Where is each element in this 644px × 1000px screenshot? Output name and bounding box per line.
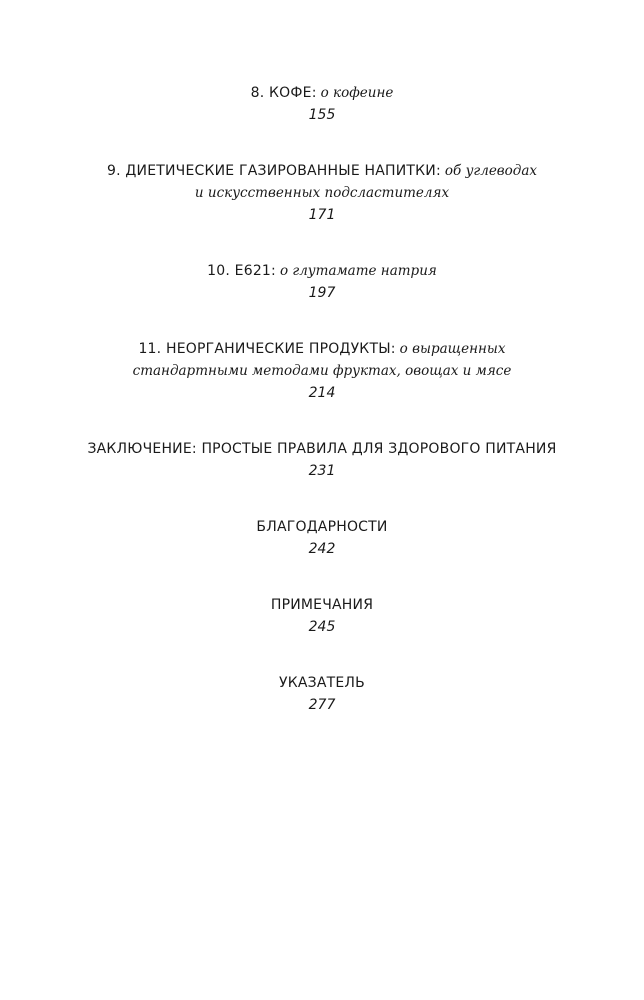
table-of-contents bbox=[0, 82, 644, 750]
toc-entry-page-number: 171 bbox=[308, 207, 336, 223]
toc-entry-chapter-8[interactable] bbox=[0, 82, 644, 126]
toc-entry-page-number: 214 bbox=[308, 385, 336, 401]
toc-entry-heading-line bbox=[0, 260, 644, 282]
toc-entry-subtitle: о выращенных bbox=[399, 341, 506, 357]
toc-entry-page-number: 155 bbox=[308, 107, 336, 123]
toc-entry-subtitle-continued: стандартными методами фруктах, овощах и мясе bbox=[132, 363, 512, 379]
toc-entry-title: 11. НЕОРГАНИЧЕСКИЕ ПРОДУКТЫ: bbox=[138, 341, 396, 357]
toc-entry-page-number: 231 bbox=[308, 463, 336, 479]
toc-entry-subtitle-continued: и искусственных подсластителях bbox=[194, 185, 450, 201]
toc-entry-chapter-10[interactable] bbox=[0, 260, 644, 304]
toc-entry-page-number: 277 bbox=[308, 697, 336, 713]
toc-entry-notes[interactable] bbox=[0, 594, 644, 638]
toc-entry-page-number: 242 bbox=[308, 541, 336, 557]
toc-entry-chapter-9[interactable] bbox=[0, 160, 644, 226]
toc-entry-conclusion[interactable] bbox=[0, 438, 644, 482]
toc-entry-title: БЛАГОДАРНОСТИ bbox=[256, 519, 388, 535]
toc-entry-title: 10. Е621: bbox=[207, 263, 276, 279]
toc-entry-heading-line bbox=[0, 82, 644, 104]
toc-entry-subtitle: об углеводах bbox=[444, 163, 538, 179]
toc-entry-subtitle: о глутамате натрия bbox=[279, 263, 437, 279]
toc-entry-acknowledgements[interactable] bbox=[0, 516, 644, 560]
toc-entry-page-number: 245 bbox=[308, 619, 336, 635]
toc-entry-title: ЗАКЛЮЧЕНИЕ: ПРОСТЫЕ ПРАВИЛА ДЛЯ ЗДОРОВОГО ПИТАНИЯ bbox=[87, 441, 557, 457]
toc-entry-index[interactable] bbox=[0, 672, 644, 716]
toc-entry-title: 8. КОФЕ: bbox=[250, 85, 317, 101]
toc-entry-title: ПРИМЕЧАНИЯ bbox=[270, 597, 374, 613]
toc-entry-heading-line bbox=[0, 338, 644, 360]
toc-entry-title: УКАЗАТЕЛЬ bbox=[279, 675, 365, 691]
toc-entry-heading-line bbox=[0, 160, 644, 182]
toc-entry-subtitle: о кофеине bbox=[320, 85, 394, 101]
toc-entry-page-number: 197 bbox=[308, 285, 336, 301]
toc-entry-title: 9. ДИЕТИЧЕСКИЕ ГАЗИРОВАННЫЕ НАПИТКИ: bbox=[106, 163, 441, 179]
toc-entry-chapter-11[interactable] bbox=[0, 338, 644, 404]
